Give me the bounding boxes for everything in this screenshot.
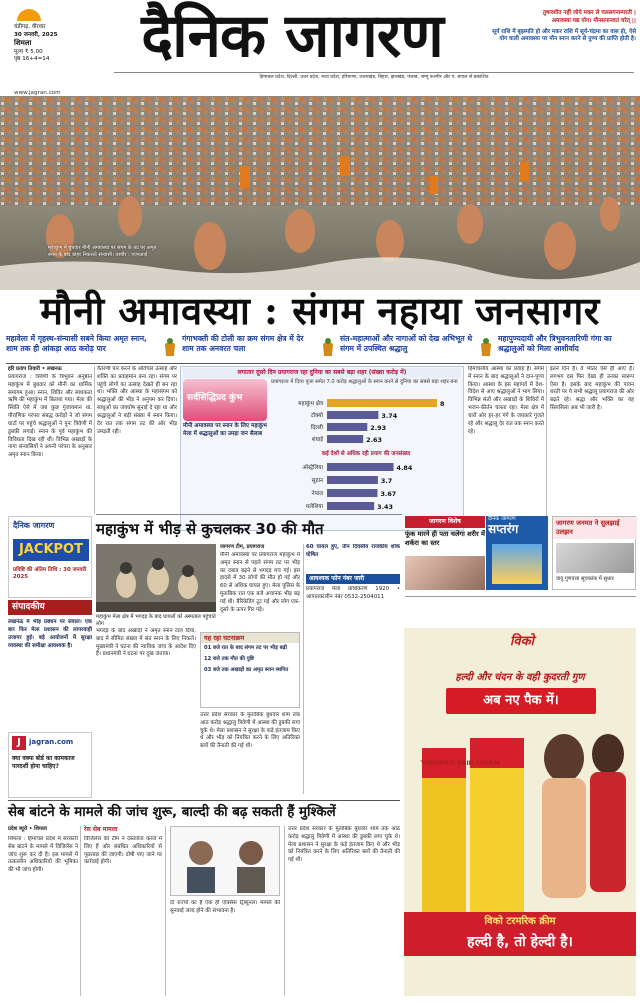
vicco-bottom-banner — [404, 912, 636, 956]
stampede-column-2: भगदड़ के बाद अखाड़ों ने अमृत स्नान टाल दिया, बाद में सीमित संख्या में संत स्नान के लिए निकले। मुख्यमंत्री ने घटना की न्यायिक जांच के आदेश दिए हैं। प्रधानमंत्री ने घटना पर दुख जताया। — [96, 628, 196, 658]
apple-case-column-1: शिमला : हिमाचल प्रदेश में सरकारी सेब बांटने के मामले में विजिलेंस ने जांच शुरू कर दी है। इस मामले में तत्कालीन अधिकारियों की भूमिका की भी जांच होगी। — [8, 836, 78, 874]
vicco-bottom-line-1: विको टरमरिक क्रीम — [484, 916, 556, 927]
chart-category-label: ऑस्ट्रेलिया — [302, 465, 323, 471]
infographic-section-title: कई देशों से अधिक रही प्रयाग की जनसंख्या — [321, 451, 411, 457]
lead-byline: हरि प्रताप तिवारी • लखनऊ — [8, 366, 62, 372]
photo-caption: महाकुंभ में बुधवार मौनी अमावस्या पर संगम के तट पर अमृत स्नान के बाद बाहर निकलते संन्यासी। तस्वीर : एएनआई — [48, 245, 157, 258]
chart-category-label: टोक्यो — [311, 413, 323, 419]
apple-case-column-2: विजिलेंस की टीम ने दस्तावेज कब्जे में लिए हैं और संबंधित अधिकारियों से पूछताछ की जाएगी। दोषी पाए जाने पर कार्रवाई होगी। — [84, 836, 162, 866]
jackpot-date: प्रविष्टि की अंतिम तिथि : 30 जनवरी 2025 — [13, 567, 87, 581]
chart-bar — [327, 423, 367, 431]
chart-bar — [327, 489, 377, 497]
chart-category-label: नेपाल — [311, 491, 323, 497]
apple-case-photos — [170, 826, 280, 896]
timeline-item-1: 01 बजे रात के बाद संगम तट पर भीड़ बढ़ी — [204, 645, 287, 651]
timeline-item-2: 12 बजे तक मौत की पुष्टि — [204, 655, 255, 662]
lead-photo — [0, 96, 640, 290]
apple-case-box-title: रेस सेब मामला — [84, 826, 118, 833]
kalash-icon — [162, 336, 178, 358]
janman-promo[interactable] — [552, 516, 636, 590]
saptrang-title: सप्तरंग — [488, 522, 519, 536]
chart-value-label: 8 — [440, 400, 445, 408]
lead-column-7: इतने दिन हैं। वे भीतर ऐसे ही आए हैं। लगभग दस फिर देखा ही उनका स्वरूप ऐसा है। इसके बाद महाकुंभ की पावन धरती पर ये सभी श्रद्धालु प्रयागराज की ओर बढ़ते रहे। श्रद्धा और भक्ति का यह सिलसिला अब भी जारी है। — [550, 366, 634, 412]
quote-explanation: सूर्य राशि में बृहस्पति हो और मकर राशि में सूर्य-चंद्रमा का वास हो, ऐसे योग वाली अमावस्या पर मौन स्नान करने से पुण्य की प्राप्ति होती है। — [492, 28, 636, 43]
chart-bar — [327, 435, 363, 443]
stampede-headline: महाकुंभ में भीड़ से कुचलकर 30 की मौत — [96, 520, 324, 538]
chart-bar — [327, 502, 374, 510]
chart-bar — [327, 476, 378, 484]
lead-headline: मौनी अमावस्या : संगम नहाया जनसागर — [40, 288, 600, 333]
chart-category-label: मलेशिया — [305, 504, 323, 510]
vicco-new-pack-banner: अब नए पैक में। — [446, 688, 596, 714]
kalash-icon — [320, 336, 336, 358]
jackpot-title: JACKPOT — [13, 539, 89, 561]
edition-name: चंडीगढ़, वीरवार — [14, 24, 46, 30]
stampede-photo — [96, 544, 216, 612]
chart-category-label: सूडान — [311, 478, 323, 484]
chart-value-label: 2.93 — [370, 424, 387, 432]
editorial-section — [8, 600, 92, 730]
infographic-title: लगातार दूसरे दिन प्रयागराज रहा दुनिया का सबसे बड़ा शहर (संख्या करोड़ में) — [183, 368, 461, 378]
helpline-title: आवश्यक फोन नंबर जारी — [306, 574, 400, 584]
newspaper-title: दैनिक जागरण — [141, 1, 443, 71]
website-link[interactable]: www.jagran.com — [14, 90, 61, 96]
quote-line-2: अमावस्या यद्य योग। मौनसनानवतं चरेत् || — [551, 17, 636, 24]
online-poll[interactable] — [8, 732, 92, 798]
lead-column-2: वैतरणी पार करने के अविचल उत्साह और शक्ति का प्रवाहमान बना रहा। संगम पर पहुंचे लोगों का उत्साह देखते ही बन रहा था। भक्ति और आस्था के महासंगम को श्रद्धालुओं की भीड़ ने अनुपम कर दिया। साधुओं का जयघोष सुनाई दे रहा था और श्रद्धालुओं ने बड़ी संख्या में स्नान किया। देर रात तक संगम तट की ओर भीड़ उमड़ती रही। — [97, 366, 177, 435]
infographic-caption: मौनी अमावस्या पर स्नान के लिए महाकुंभ मेला में श्रद्धालुओं का उमड़ा जन सैलाब — [183, 423, 267, 437]
vicco-bottom-line-2: हल्दी है, तो हेल्दी है। — [467, 934, 573, 950]
apple-case-column-4: उत्तर प्रदेश सरकार के मुताबिक बुधवार शाम तक आठ करोड़ श्रद्धालु त्रिवेणी में आस्था की डुबकी लगा चुके थे। मेला प्रशासन ने सुरक्षा के कड़े इंतजाम किए थे और भीड़ को नियंत्रित करने के लिए अतिरिक्त बलों की तैनाती की गई थी। — [288, 826, 400, 864]
vicco-tagline: हल्दी और चंदन के वही कुदरती गुण — [455, 672, 585, 683]
vishesh-headline: फूंक मारने ही पता चलेगा शरीर में शर्करा का स्तर — [405, 530, 485, 547]
kalash-icon — [478, 336, 494, 358]
chart-value-label: 3.74 — [381, 412, 398, 420]
stampede-byline: जागरण टीम, प्रयागराज — [220, 544, 265, 550]
lead-column-1: प्रयागराज : त्रिवेणी के त्रिभुवन अनुष्ठान महाकुंभ में बुधवार को मौनी का धार्मिक समागम हुआ। स्नान, शिविर और साधकता ऋषि की महाकुंभ में बिताया गया। मेला की स्थिति ऐसे में जब कुछ गुंजायमान था, पौराणिक परंपरा संबद्ध करोड़ों ने जो संगम घाटों पर पहुंचे श्रद्धालुओं ने पुनः त्रिवेणी में डुबकी लगाई। स्नान के पूर्व महाकुंभ की विविधता दिख रही थी। विभिन्न अखाड़ों के नागा संन्यासियों ने अपनी परंपरा के अनुसार अमृत स्नान किया। — [8, 374, 92, 459]
infographic-box — [180, 366, 464, 531]
lead-subheads — [6, 334, 634, 364]
stampede-column-1: मौनी अमावस्या पर प्रयागराज महाकुंभ में अमृत स्नान से पहले संगम तट पर भीड़ का दबाव बढ़ने से भगदड़ मच गई। इस हादसे में 30 लोगों की मौत हो गई और 60 से अधिक घायल हुए। मेला पुलिस के मुताबिक रात एक बजे अचानक भीड़ बढ़ गई थी। बैरिकेडिंग टूट गई और लोग एक-दूसरे के ऊपर गिर पड़े। — [220, 552, 300, 613]
chart-value-label: 2.63 — [366, 436, 382, 444]
chart-value-label: 3.7 — [380, 477, 393, 485]
timeline-box — [200, 632, 300, 708]
page-count: पृष्ठ 16+4=14 — [14, 56, 50, 63]
apple-case-byline: प्रदेश ब्यूरो • शिमला — [8, 826, 48, 832]
chart-bar — [327, 411, 378, 419]
poll-question: क्या वक्फ बोर्ड का कामकाज पारदर्शी होना चाहिए? — [12, 755, 75, 771]
stampede-photo-caption: महाकुंभ मेला क्षेत्र में भगदड़ के बाद घायलों को अस्पताल पहुंचाते लोग — [96, 614, 216, 627]
apple-case-headline: सेब बांटने के मामले की जांच शुरू, बाल्दी की बढ़ सकती हैं मुश्किलें — [8, 805, 336, 820]
vicco-product-image — [414, 718, 628, 938]
masthead-quote — [486, 10, 636, 44]
lead-column-3: उत्तर प्रदेश सरकार के मुताबिक बुधवार शाम तक आठ करोड़ श्रद्धालु त्रिवेणी में आस्था की डुबकी लगा चुके थे। मेला प्रशासन ने सुरक्षा के कड़े इंतजाम किए थे और भीड़ को नियंत्रित करने के लिए अतिरिक्त बलों की तैनाती की गई थी। — [200, 712, 300, 750]
janman-photo — [556, 543, 634, 573]
timeline-title: यह रहा घटनाक्रम — [201, 633, 299, 643]
saptrang-brand: दैनिक जागरण — [488, 516, 516, 522]
chart-value-label: 3.67 — [380, 490, 397, 498]
quote-line-1: तुषारशीत नहीं जोये मकर ले चलसगनाम्परती | — [542, 10, 636, 16]
edition-date: 30 जनवरी, 2025 — [14, 31, 58, 38]
subhead-2: गंगाभक्ती की टोली का क्रम संगम क्षेत्र में देर शाम तक अनवरत चला — [182, 334, 304, 353]
edition-strip: हिमाचल प्रदेश, दिल्ली, उत्तर प्रदेश, मध्य प्रदेश, हरियाणा, उत्तराखंड, बिहार, झारखंड, पंजाब, जम्मू कश्मीर और प. बंगाल से प्रकाशित — [114, 72, 634, 82]
saptrang-illustration — [492, 544, 542, 584]
kumbh-badge — [183, 379, 267, 421]
apple-case-portrait-icon — [171, 827, 281, 897]
subhead-4: महापुण्यदायी और त्रिभुवनतारिणी गंगा का श्रद्धालुओं को मिला आशीर्वाद — [498, 334, 612, 353]
sun-logo-icon — [14, 8, 44, 22]
poll-brand: jagran.com — [29, 738, 74, 746]
saptrang-promo[interactable] — [486, 516, 548, 590]
edition-city: शिमला — [14, 39, 32, 48]
janman-headline: जागरण जनमत ने सुलझाई उलझन — [553, 517, 637, 539]
vicco-product-label: TURMERIC SKIN CREAM — [420, 760, 500, 767]
chart-category-label: दिल्ली — [310, 425, 323, 431]
janman-subtext: वायु गुणवत्ता सूचकांक में सुधार — [556, 576, 614, 582]
subhead-3: संत-महात्माओं और नागाओं को देख अभिभूत थे संगम में उपस्थित श्रद्धालु — [340, 334, 473, 353]
lead-column-6: हिमाचलीय आस्था का प्रवाह है। संगम में स्नान के बाद श्रद्धालुओं ने दान-पुण्य किया। आस्था के इस महापर्व में देश-विदेश से आए श्रद्धालुओं ने भाग लिया। विभिन्न संतों और अखाड़ों के शिविरों में भजन-कीर्तन चलता रहा। मेला क्षेत्र में चारों ओर हर-हर गंगे के जयकारे गूंजते रहे और श्रद्धालु देर रात तक स्नान करते रहे। — [468, 366, 544, 435]
editorial-title: संपादकीय — [8, 600, 92, 615]
price: मूल्य ₹ 5.00 — [14, 48, 43, 55]
timeline-item-3: 03 बजे तक अखाड़ों का अमृत स्नान स्थगित — [204, 666, 289, 673]
infographic-note: प्रयागराज में दिव्य पूजा समेत 7.0 करोड़ श्रद्धालुओं के स्नान करने से दुनिया का सबसे बड़ा शहर बना — [271, 379, 458, 385]
edition-info — [14, 24, 110, 64]
jackpot-brand: दैनिक जागरण — [13, 521, 55, 530]
chart-category-label: शंघाई — [311, 437, 323, 443]
subhead-1: महावेला में गृहस्थ-संन्यासी सबने किया अमृत स्नान, शाम तक ही आंकड़ा आठ करोड़ पार — [6, 334, 147, 353]
vishesh-photo — [405, 556, 485, 590]
jagran-j-icon: J — [12, 736, 26, 750]
editorial-text: लखनऊ में भीड़ प्रबंधन पर सवाल। एक बार फिर मेला प्रशासन की लापरवाही उजागर हुई। बड़े आयोजनों में सुरक्षा व्यवस्था की समीक्षा आवश्यक है। — [8, 619, 92, 649]
masthead — [0, 0, 640, 100]
chart-value-label: 3.43 — [377, 503, 393, 511]
chart-value-label: 4.84 — [396, 464, 413, 472]
chart-bar — [327, 399, 437, 407]
chart-category-label: महाकुंभ क्षेत्र — [298, 401, 323, 407]
helpline-numbers: प्रयागराज मेला प्राधिकरण 1920 • आपातकालीन नंबर 0532-2504011 — [306, 586, 400, 600]
chart-bar — [327, 463, 394, 471]
stampede-stats: 60 घायल हुए, तीन दिवसीय राजकीय शोक घोषित — [306, 544, 400, 558]
vicco-logo: विको — [510, 634, 534, 649]
kumbh-badge-text: सर्वसिद्धिप्रद कुंभ — [187, 393, 243, 403]
jagran-vishesh-label: जागरण विशेष — [405, 516, 485, 528]
jackpot-ad[interactable] — [8, 516, 92, 598]
apple-case-column-3: दो राज्यों का है एक ही एक्सिस ट्रिब्यूनल। मामले की सुनवाई जल्द होने की संभावना है। — [170, 900, 280, 914]
